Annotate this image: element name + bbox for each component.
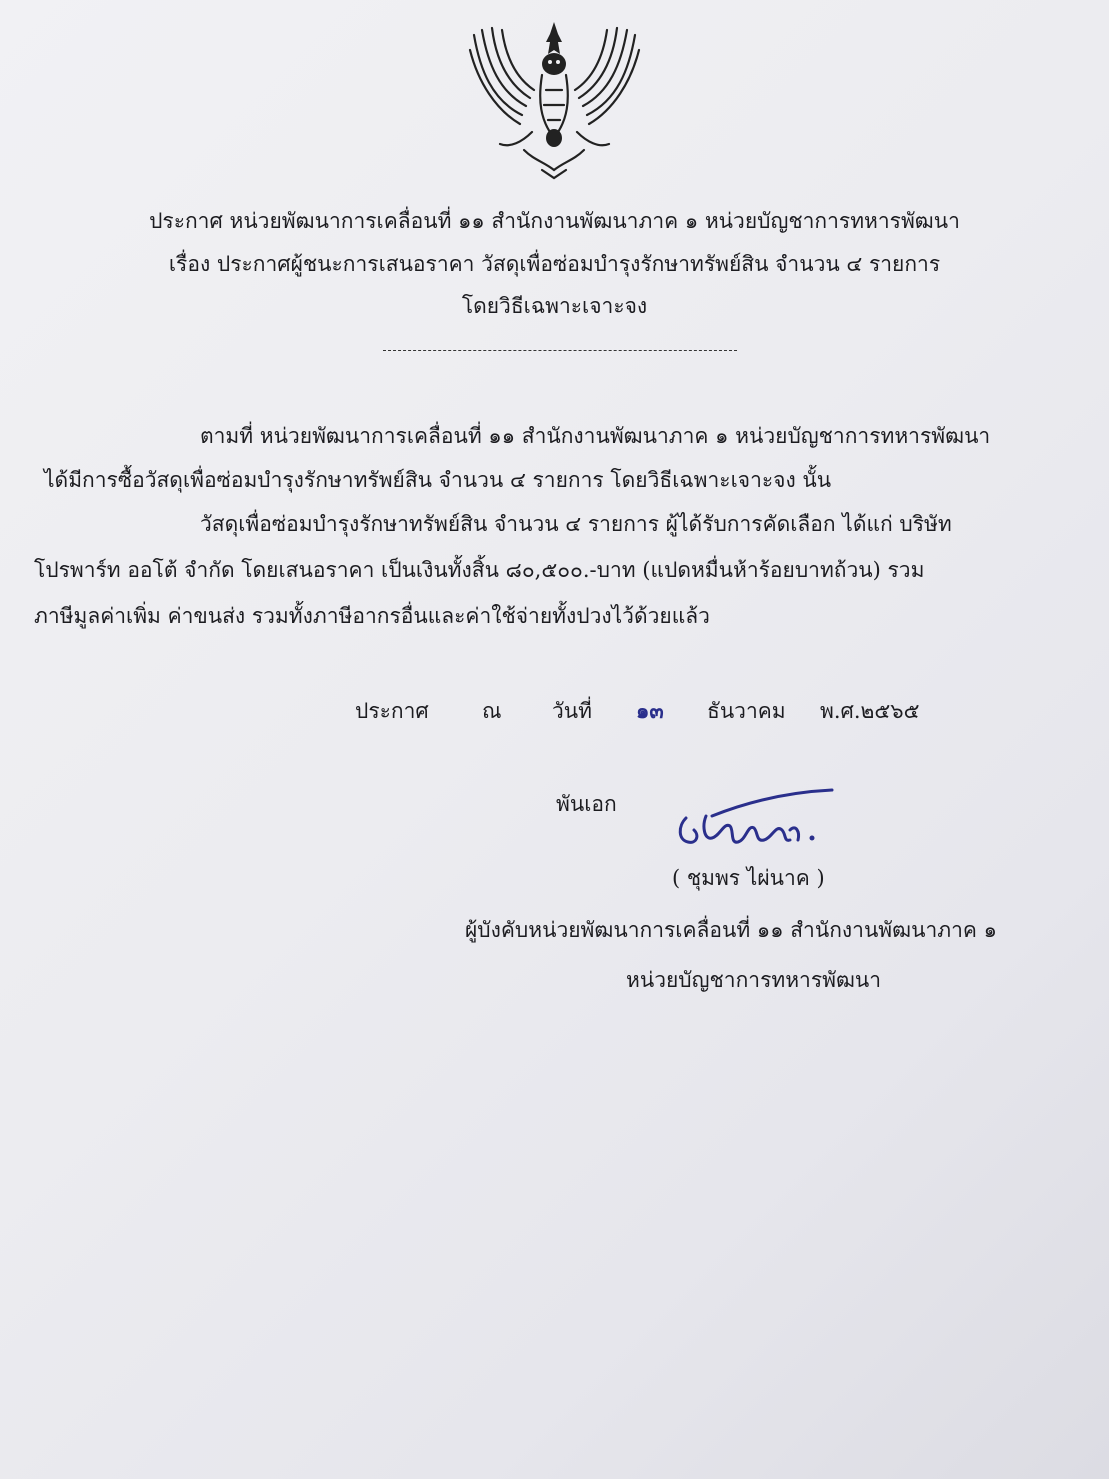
date-day-value: ๑๓ [636,698,664,723]
signer-name: ( ชุมพร ไผ่นาค ) [672,866,825,890]
date-day-label: วันที่ [552,699,592,723]
announcement-subject: เรื่อง ประกาศผู้ชนะการเสนอราคา วัสดุเพื่อซ่อมบำรุงรักษาทรัพย์สิน จำนวน ๔ รายการ [168,252,941,276]
date-at-label: ณ [482,699,502,723]
paragraph-2-line-3: ภาษีมูลค่าเพิ่ม ค่าขนส่ง รวมทั้งภาษีอากรอื่นและค่าใช้จ่ายทั้งปวงไว้ด้วยแล้ว [34,604,710,628]
signer-position-line-1: ผู้บังคับหน่วยพัฒนาการเคลื่อนที่ ๑๑ สำนักงานพัฒนาภาค ๑ [465,918,997,942]
paragraph-2-line-2: โปรพาร์ท ออโต้ จำกัด โดยเสนอราคา เป็นเงินทั้งสิ้น ๘๐,๕๐๐.-บาท (แปดหมื่นห้าร้อยบาทถ้วน) รวม [34,558,925,582]
date-announce-label: ประกาศ [355,699,429,723]
signer-rank: พันเอก [556,792,617,816]
signer-position-line-2: หน่วยบัญชาการทหารพัฒนา [626,968,882,992]
announcement-method: โดยวิธีเฉพาะเจาะจง [461,294,648,318]
handwritten-signature-icon [672,786,842,856]
date-month: ธันวาคม [707,699,786,723]
paragraph-1-line-1: ตามที่ หน่วยพัฒนาการเคลื่อนที่ ๑๑ สำนักงานพัฒนาภาค ๑ หน่วยบัญชาการทหารพัฒนา [200,424,991,448]
announcement-date [0,697,1109,727]
title-divider [383,350,737,351]
announcement-title: ประกาศ หน่วยพัฒนาการเคลื่อนที่ ๑๑ สำนักงานพัฒนาภาค ๑ หน่วยบัญชาการทหารพัฒนา [149,209,960,233]
paragraph-2-line-1: วัสดุเพื่อซ่อมบำรุงรักษาทรัพย์สิน จำนวน ๔ รายการ ผู้ได้รับการคัดเลือก ได้แก่ บริษัท [200,512,952,536]
paragraph-1-line-2: ได้มีการซื้อวัสดุเพื่อซ่อมบำรุงรักษาทรัพย์สิน จำนวน ๔ รายการ โดยวิธีเฉพาะเจาะจง นั้น [44,468,832,492]
garuda-emblem-icon [462,20,647,182]
date-year: พ.ศ.๒๕๖๕ [820,699,920,723]
